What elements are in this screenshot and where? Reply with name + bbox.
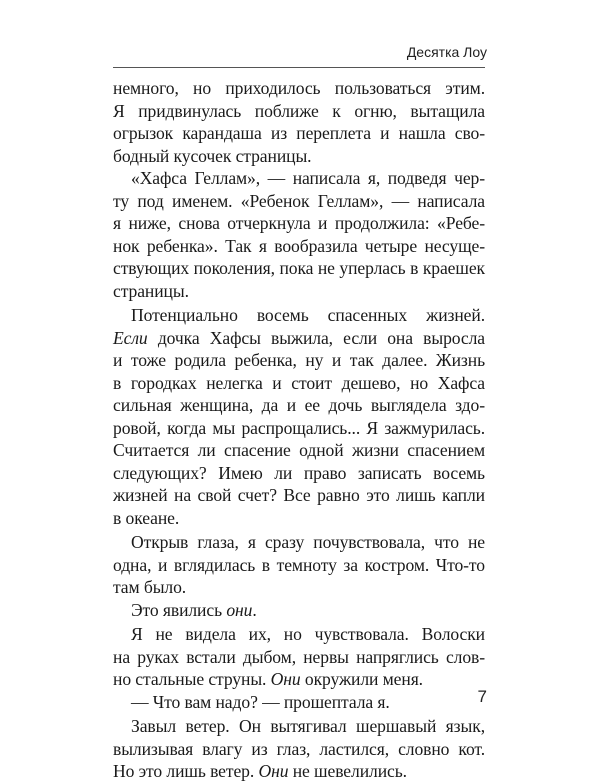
text-line: одна, и вглядилась в темноту за костром. Что-то [113,554,485,575]
text-span: не шевелились. [288,761,407,781]
text-line: я ниже, снова отчеркнула и продолжила: «Ребе- [113,213,485,233]
text-line: ровой, когда мы распрощались... Я зажмурилась. [113,417,485,438]
text-line: Я придвинулась поближе к огню, вытащила [113,100,485,121]
text-line: следующих? Имею ли право записать восемь [113,462,485,483]
text-line [113,327,485,350]
paragraph [113,304,485,529]
text-line: Потенциально восемь спасенных жизней. [131,305,485,325]
text-line [113,668,485,691]
text-line: Завыл ветер. Он вытягивал шершавый язык, [131,716,485,736]
header-rule [113,67,485,68]
text-line [113,760,485,783]
text-line: ствующих поколения, пока не уперлась в краешек [113,258,485,278]
text-line: жизней на свой счет? Все равно это лишь капли [113,485,485,505]
text-line: на руках встали дыбом, нервы напряглись слов- [113,646,485,667]
text-line: там было. [113,577,187,597]
text-line: «Хафса Геллам», — написала я, подведя чер- [131,168,485,188]
page-number: 7 [477,687,487,706]
paragraph [113,715,485,783]
text-line: Считается ли спасение одной жизни спасением [113,440,485,460]
italic-word: Они [270,669,301,689]
paragraph [113,167,485,302]
text-line: нок ребенка». Так я вообразила четыре несуще- [113,235,485,256]
text-line: — Что вам надо? — прошептала я. [131,691,390,712]
text-line: и тоже родила ребенка, ну и так далее. Жизнь [113,350,485,370]
text-span: Это явились [131,599,227,620]
running-head: Десятка Лоу [406,44,487,60]
italic-word: Они [258,761,289,781]
text-line: вылизывая влагу из глаз, ластился, словно кот. [113,738,485,759]
paragraph [113,531,485,599]
paragraph [113,623,485,691]
text-line: огрызок карандаша из переплета и нашла сво- [113,123,485,143]
text-span: дочка Хафсы выжила, если она выросла [147,327,485,348]
text-span: но стальные струны. [113,669,271,689]
italic-word: они [226,599,253,620]
text-line: страницы. [113,280,189,301]
text-line: Я не видела их, но чувствовала. Волоски [131,624,485,644]
text-span: окружили меня. [300,669,423,689]
page-body-text [113,77,485,783]
text-line: сильная женщина, да и ее дочь выглядела здо- [113,395,485,415]
paragraph [113,691,485,714]
paragraph [113,77,485,167]
text-line: ту под именем. «Ребенок Геллам», — написала [113,190,485,211]
text-line: в городках нелегка и стоит дешево, но Хафса [113,372,485,393]
text-line: немного, но приходилось пользоваться этим. [113,78,485,98]
text-line [113,599,485,622]
italic-word: Если [113,327,148,348]
text-line: в океане. [113,507,180,528]
text-span: . [252,599,257,620]
text-line: бодный кусочек страницы. [113,145,312,166]
text-span: Но это лишь ветер. [113,761,259,781]
text-line: Открыв глаза, я сразу почувствовала, что не [131,532,485,552]
paragraph [113,599,485,622]
